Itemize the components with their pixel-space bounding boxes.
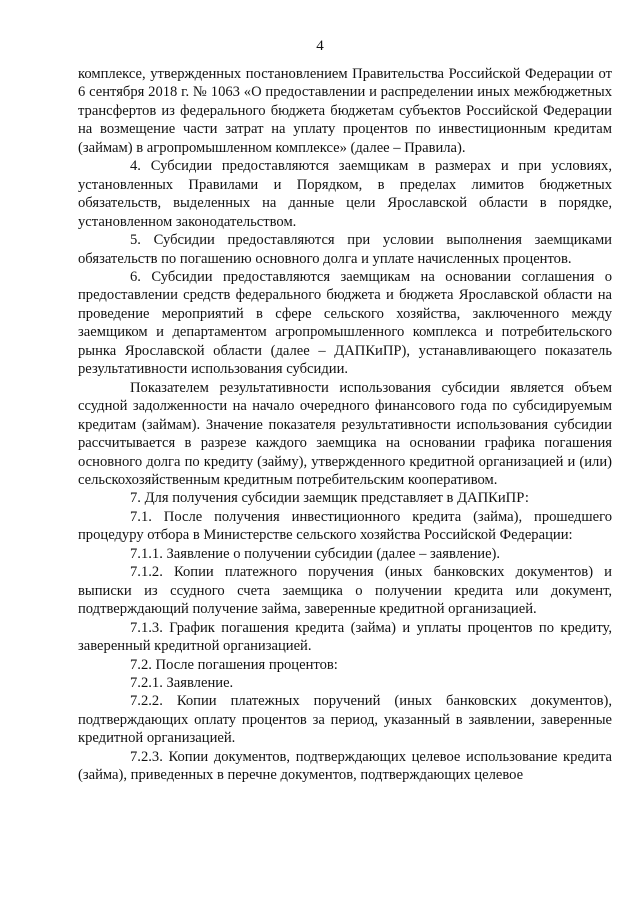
document-body	[78, 65, 612, 785]
paragraph: 7.1.1. Заявление о получении субсидии (далее – заявление).	[130, 545, 501, 562]
paragraph: 6. Субсидии предоставляются заемщикам на основании соглашения о предоставлении средств федерального бюджета и бюджета Ярославской области на проведение мероприятий в сфере сельского хозяйства, заключенного между заемщиком и департаментом агропромышленного комплекса и потребительского рынка Ярославской области (далее – ДАПКиПР), устанавливающего показатель результативности использования субсидии.	[78, 268, 612, 378]
paragraph: 7.2. После погашения процентов:	[130, 656, 338, 673]
page-number: 4	[316, 38, 324, 54]
paragraph: 7.1.2. Копии платежного поручения (иных банковских документов) и выписки из ссудного счета заемщика о получении кредита или документ, подтверждающий получение займа, заверенные кредитной организацией.	[78, 564, 612, 618]
paragraph: 7.2.3. Копии документов, подтверждающих целевое использование кредита (займа), приведенных в перечне документов, подтверждающих целевое	[78, 748, 612, 784]
paragraph: 7. Для получения субсидии заемщик представляет в ДАПКиПР:	[130, 490, 529, 507]
paragraph: 7.1.3. График погашения кредита (займа) и уплаты процентов по кредиту, заверенный кредитной организацией.	[78, 619, 612, 655]
paragraph: 7.2.1. Заявление.	[130, 674, 234, 691]
paragraph: 7.1. После получения инвестиционного кредита (займа), прошедшего процедуру отбора в Министерстве сельского хозяйства Российской Федерации:	[78, 508, 612, 544]
paragraph: 4. Субсидии предоставляются заемщикам в размерах и при условиях, установленных Правилами и Порядком, в пределах лимитов бюджетных обязательств, выделенных на данные цели Ярославской области в порядке, установленном законодательством.	[78, 158, 612, 230]
paragraph: 5. Субсидии предоставляются при условии выполнения заемщиками обязательств по погашению основного долга и уплате начисленных процентов.	[78, 232, 612, 267]
paragraph: комплексе, утвержденных постановлением Правительства Российской Федерации от 6 сентября 2018 г. № 1063 «О предоставлении и распределении иных межбюджетных трансфертов из федерального бюджета бюджетам субъектов Российской Федерации на возмещение части затрат на уплату процентов по инвестиционным кредитам (займам) в агропромышленном комплексе» (далее – Правила).	[78, 66, 612, 156]
paragraph: 7.2.2. Копии платежных поручений (иных банковских документов), подтверждающих оплату процентов за период, указанный в заявлении, заверенные кредитной организацией.	[78, 693, 612, 747]
paragraph: Показателем результативности использования субсидии является объем ссудной задолженности на начало очередного финансового года по субсидируемым кредитам (займам). Значение показателя результативности использования субсидии рассчитывается в разрезе каждого заемщика на основании графика погашения основного долга по кредиту (займу), утвержденного кредитной организацией и (или) сельскохозяйственным кредитным потребительским кооперативом.	[78, 379, 612, 488]
